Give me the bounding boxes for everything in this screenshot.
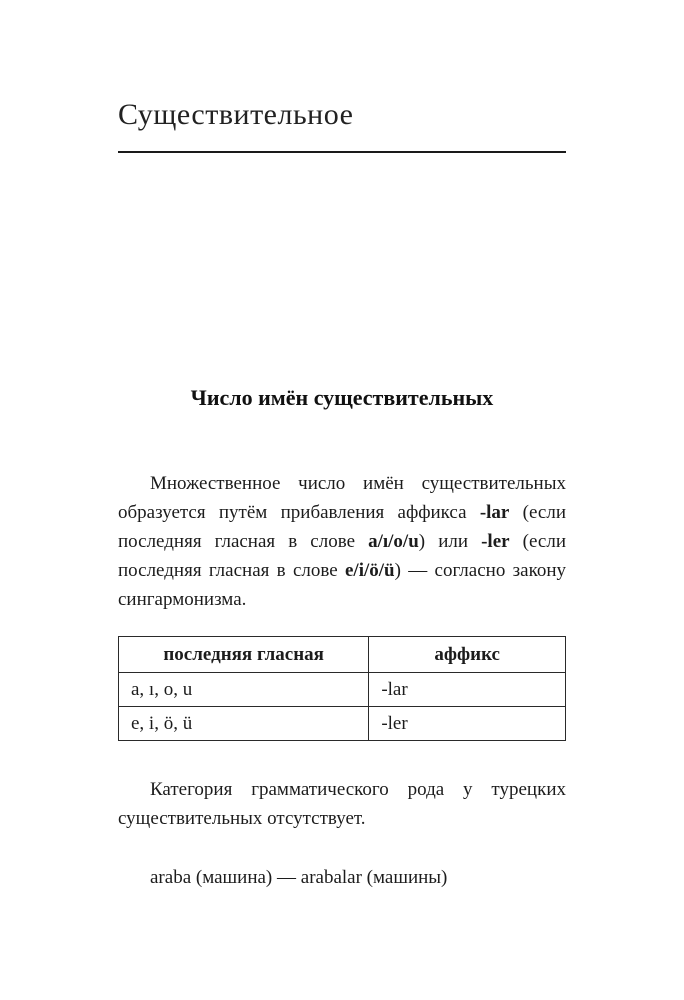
paragraph-segment: ) — согласно закону сингармонизма. [118, 560, 567, 611]
paragraph-segment: ) или [418, 531, 482, 553]
affix-lar-bold: -lar [479, 502, 510, 524]
section-heading: Число имён существительных [190, 385, 494, 411]
table-cell-back-vowels: a, ı, o, u [119, 673, 369, 707]
chapter-title: Существительное [118, 98, 354, 132]
table-header-affix: аффикс [369, 637, 566, 673]
table-cell-lar: -lar [369, 673, 566, 707]
table-cell-ler: -ler [369, 707, 566, 741]
vowel-affix-table [118, 636, 566, 741]
title-divider [118, 151, 566, 153]
table-header-last-vowel: последняя гласная [119, 637, 369, 673]
paragraph-segment: (если последняя гласная в слове [118, 531, 566, 582]
example-araba: araba (машина) — arabalar (машины) [150, 867, 448, 889]
vowels-front-bold: e/i/ö/ü [344, 560, 395, 582]
affix-ler-bold: -ler [481, 531, 510, 553]
paragraph-gender-note: Категория грамматического рода у турецких существительных отсутствует. [118, 779, 566, 830]
vowels-back-bold: a/ı/o/u [368, 531, 419, 553]
paragraph-segment: Множественное число имён существительных образуется путём прибавления аффикса [118, 473, 566, 524]
paragraph-segment: (если последняя гласная в слове [118, 502, 566, 553]
table-row [119, 707, 566, 741]
table-row [119, 673, 566, 707]
table-cell-front-vowels: e, i, ö, ü [119, 707, 369, 741]
paragraph-plural-rule [118, 469, 566, 614]
table-header-row [119, 637, 566, 673]
